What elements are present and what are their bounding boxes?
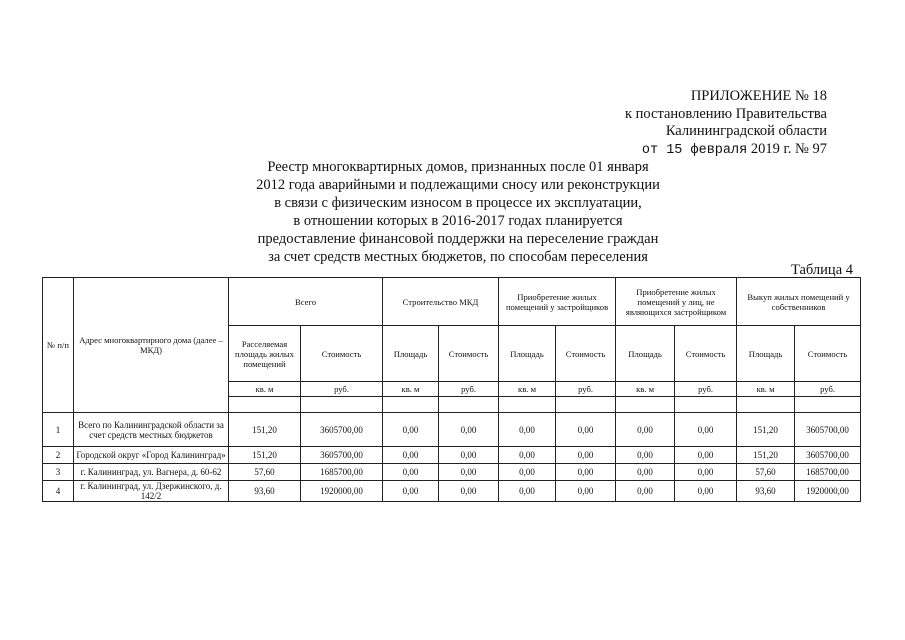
- cell-area: 151,20: [737, 447, 795, 464]
- cell-area: 0,00: [499, 481, 556, 502]
- unit-cost: руб.: [439, 382, 499, 397]
- appendix-resolution: к постановлению Правительства: [625, 105, 827, 122]
- cell-cost: 0,00: [556, 464, 616, 481]
- cell-area: 0,00: [499, 413, 556, 447]
- cell-area: 0,00: [383, 464, 439, 481]
- row-address: г. Калининград, ул. Вагнера, д. 60-62: [74, 464, 229, 481]
- row-number: 1: [43, 413, 74, 447]
- header-spacer-cell: [301, 397, 383, 413]
- registry-table: [42, 277, 861, 502]
- cell-area: 0,00: [499, 447, 556, 464]
- unit-area: кв. м: [229, 382, 301, 397]
- row-address: Всего по Калининградской области за счет средств местных бюджетов: [74, 413, 229, 447]
- title-line: в связи с физическим износом в процессе их эксплуатации,: [274, 195, 642, 211]
- appendix-region: Калининградской области: [665, 123, 827, 139]
- cell-cost: 3605700,00: [795, 447, 861, 464]
- cell-area: 0,00: [616, 447, 675, 464]
- cell-area: 93,60: [229, 481, 301, 502]
- title-line: предоставление финансовой поддержки на переселение граждан: [257, 231, 659, 247]
- appendix-number: ПРИЛОЖЕНИЕ № 18: [690, 88, 827, 104]
- header-spacer-cell: [499, 397, 556, 413]
- header-address: Адрес многоквартирного дома (далее – МКД): [74, 278, 229, 413]
- cell-cost: 0,00: [675, 464, 737, 481]
- cell-area: 57,60: [229, 464, 301, 481]
- cell-area: 151,20: [737, 413, 795, 447]
- header-spacer-cell: [383, 397, 439, 413]
- unit-cost: руб.: [556, 382, 616, 397]
- header-group-total: Всего: [229, 278, 383, 326]
- header-area: Площадь: [383, 326, 439, 382]
- title-line: за счет средств местных бюджетов, по способам переселения: [268, 249, 648, 265]
- cell-area: 151,20: [229, 413, 301, 447]
- cell-area: 0,00: [383, 481, 439, 502]
- unit-area: кв. м: [616, 382, 675, 397]
- title-line: 2012 года аварийными и подлежащими сносу или реконструкции: [256, 177, 660, 193]
- registry-body: [43, 413, 861, 502]
- document-title: [228, 158, 688, 266]
- table-row: [43, 464, 861, 481]
- table-label: Таблица 4: [790, 262, 853, 278]
- row-address: Городской округ «Город Калининград»: [74, 447, 229, 464]
- header-group-developers: Приобретение жилых помещений у застройщиков: [499, 278, 616, 326]
- cell-area: 0,00: [383, 447, 439, 464]
- header-group-non-developers: Приобретение жилых помещений у лиц, не являющихся застройщиком: [616, 278, 737, 326]
- header-cost: Стоимость: [439, 326, 499, 382]
- header-spacer-cell: [737, 397, 795, 413]
- header-area: Площадь: [737, 326, 795, 382]
- row-number: 3: [43, 464, 74, 481]
- cell-area: 151,20: [229, 447, 301, 464]
- cell-cost: 0,00: [439, 481, 499, 502]
- appendix-header: [625, 88, 827, 159]
- title-line: в отношении которых в 2016-2017 годах планируется: [293, 213, 623, 229]
- header-spacer-cell: [616, 397, 675, 413]
- header-group-buyout: Выкуп жилых помещений у собственников: [737, 278, 861, 326]
- unit-cost: руб.: [301, 382, 383, 397]
- cell-area: 0,00: [616, 464, 675, 481]
- table-row: [43, 447, 861, 464]
- cell-cost: 0,00: [556, 447, 616, 464]
- table-row: [43, 413, 861, 447]
- header-cost: Стоимость: [795, 326, 861, 382]
- cell-area: 0,00: [616, 413, 675, 447]
- header-area: Площадь: [499, 326, 556, 382]
- header-cost: Стоимость: [556, 326, 616, 382]
- header-area: Площадь: [616, 326, 675, 382]
- header-area-resettled: Расселяемая площадь жилых помещений: [229, 326, 301, 382]
- unit-cost: руб.: [795, 382, 861, 397]
- row-number: 4: [43, 481, 74, 502]
- cell-cost: 1685700,00: [301, 464, 383, 481]
- cell-area: 93,60: [737, 481, 795, 502]
- cell-cost: 0,00: [556, 481, 616, 502]
- cell-area: 57,60: [737, 464, 795, 481]
- row-number: 2: [43, 447, 74, 464]
- cell-area: 0,00: [616, 481, 675, 502]
- cell-cost: 0,00: [675, 481, 737, 502]
- row-address: г. Калининград, ул. Дзержинского, д. 142/2: [74, 481, 229, 502]
- cell-area: 0,00: [499, 464, 556, 481]
- cell-cost: 1685700,00: [795, 464, 861, 481]
- cell-cost: 3605700,00: [301, 413, 383, 447]
- appendix-date: [625, 141, 827, 160]
- title-line: Реестр многоквартирных домов, признанных после 01 января: [267, 159, 649, 175]
- cell-cost: 3605700,00: [301, 447, 383, 464]
- unit-area: кв. м: [737, 382, 795, 397]
- header-spacer-cell: [229, 397, 301, 413]
- cell-cost: 3605700,00: [795, 413, 861, 447]
- cell-area: 0,00: [383, 413, 439, 447]
- header-spacer-cell: [675, 397, 737, 413]
- header-spacer-cell: [795, 397, 861, 413]
- unit-area: кв. м: [383, 382, 439, 397]
- unit-area: кв. м: [499, 382, 556, 397]
- header-cost: Стоимость: [675, 326, 737, 382]
- cell-cost: 0,00: [675, 413, 737, 447]
- cell-cost: 0,00: [556, 413, 616, 447]
- header-spacer-cell: [439, 397, 499, 413]
- cell-cost: 0,00: [439, 413, 499, 447]
- cell-cost: 1920000,00: [795, 481, 861, 502]
- header-spacer-cell: [556, 397, 616, 413]
- appendix-date-day: от 15 февраля: [641, 142, 748, 158]
- cell-cost: 0,00: [439, 464, 499, 481]
- cell-cost: 0,00: [439, 447, 499, 464]
- header-number: № п/п: [43, 278, 74, 413]
- header-group-construction: Строительство МКД: [383, 278, 499, 326]
- table-row: [43, 481, 861, 502]
- cell-cost: 0,00: [675, 447, 737, 464]
- appendix-date-year: 2019 г. № 97: [747, 140, 827, 157]
- unit-cost: руб.: [675, 382, 737, 397]
- header-cost: Стоимость: [301, 326, 383, 382]
- cell-cost: 1920000,00: [301, 481, 383, 502]
